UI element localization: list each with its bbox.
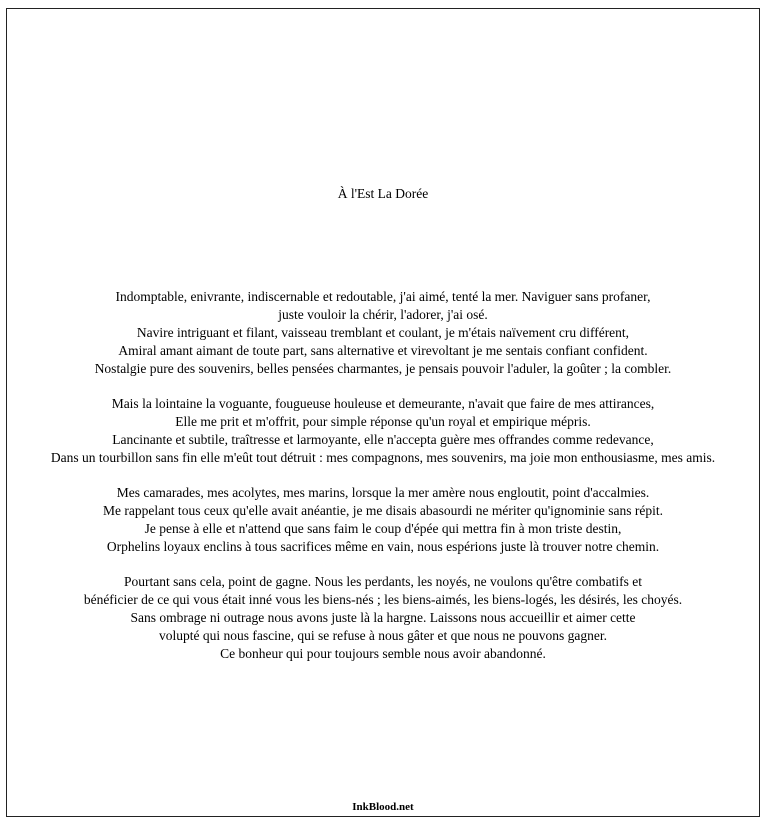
poem-line: Mais la lointaine la voguante, fougueuse houleuse et demeurante, n'avait que faire de mes attirances, bbox=[111, 396, 655, 411]
poem-line: Lancinante et subtile, traîtresse et larmoyante, elle n'accepta guère mes offrandes comme redevance, bbox=[112, 432, 654, 447]
poem-line: Je pense à elle et n'attend que sans faim le coup d'épée qui mettra fin à mon triste destin, bbox=[144, 521, 622, 536]
poem-line: Pourtant sans cela, point de gagne. Nous les perdants, les noyés, ne voulons qu'être combatifs et bbox=[124, 574, 642, 589]
poem-line: Indomptable, enivrante, indiscernable et redoutable, j'ai aimé, tenté la mer. Naviguer sans profaner, bbox=[115, 289, 651, 304]
poem-line: volupté qui nous fascine, qui se refuse à nous gâter et que nous ne pouvons gagner. bbox=[158, 628, 608, 643]
poem-line: Elle me prit et m'offrit, pour simple réponse qu'un royal et empirique mépris. bbox=[175, 414, 591, 429]
site-credit: InkBlood.net bbox=[352, 801, 414, 813]
stanza-3 bbox=[7, 484, 759, 556]
poem-line: Mes camarades, mes acolytes, mes marins, lorsque la mer amère nous engloutit, point d'accalmies. bbox=[116, 485, 650, 500]
poem-body bbox=[7, 288, 759, 680]
poem-line: Dans un tourbillon sans fin elle m'eût tout détruit : mes compagnons, mes souvenirs, ma joie mon enthousiasme, mes amis. bbox=[50, 450, 716, 465]
poem-line: Navire intriguant et filant, vaisseau tremblant et coulant, je m'étais naïvement cru différent, bbox=[136, 325, 630, 340]
poem-line: Nostalgie pure des souvenirs, belles pensées charmantes, je pensais pouvoir l'aduler, la goûter ; la combler. bbox=[94, 361, 672, 376]
poem-line: juste vouloir la chérir, l'adorer, j'ai osé. bbox=[278, 307, 488, 322]
poem-line: Me rappelant tous ceux qu'elle avait anéantie, je me disais abasourdi ne mériter qu'ignominie sans répit. bbox=[102, 503, 664, 518]
poem-line: Orphelins loyaux enclins à tous sacrifices même en vain, nous espérions juste là trouver notre chemin. bbox=[106, 539, 660, 554]
poem-line: Ce bonheur qui pour toujours semble nous avoir abandonné. bbox=[220, 646, 546, 661]
poem-line: Sans ombrage ni outrage nous avons juste là la hargne. Laissons nous accueillir et aimer cette bbox=[130, 610, 636, 625]
stanza-4 bbox=[7, 573, 759, 663]
poem-line: bénéficier de ce qui vous était inné vous les biens-nés ; les biens-aimés, les biens-logés, les désirés, les choyés. bbox=[83, 592, 683, 607]
poem-title: À l'Est La Dorée bbox=[337, 186, 429, 201]
stanza-2 bbox=[7, 395, 759, 467]
page-frame bbox=[6, 8, 760, 817]
poem-line: Amiral amant aimant de toute part, sans alternative et virevoltant je me sentais confiant confident. bbox=[118, 343, 648, 358]
stanza-1 bbox=[7, 288, 759, 378]
